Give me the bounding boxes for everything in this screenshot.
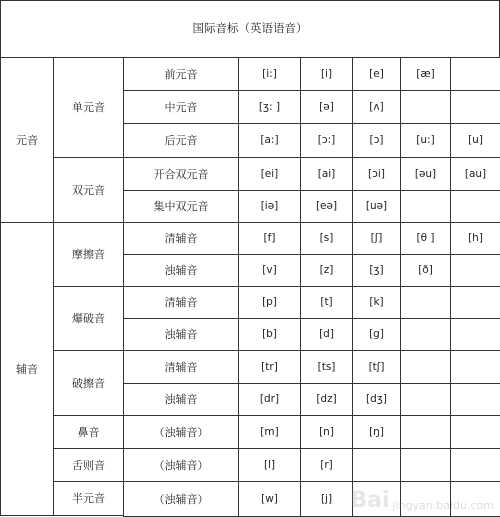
ipa-symbol: [e] xyxy=(352,57,401,91)
row-label: 清辅音 xyxy=(123,350,239,384)
watermark-text: jingyan.baidu.com xyxy=(392,499,494,512)
ipa-symbol: [dr] xyxy=(238,383,301,416)
row-label: 集中双元音 xyxy=(123,190,239,223)
ipa-symbol: [t] xyxy=(300,286,353,319)
row-label: （浊辅音） xyxy=(123,448,239,482)
group-plosives: 爆破音 xyxy=(53,286,124,351)
empty-cell xyxy=(400,448,451,482)
group-laterals: 舌则音 xyxy=(53,448,124,482)
section-vowels: 元音 xyxy=(0,57,54,223)
row-label: 浊辅音 xyxy=(123,318,239,351)
watermark xyxy=(350,490,494,512)
ipa-symbol: [ʒ] xyxy=(352,254,401,287)
empty-cell xyxy=(450,448,500,482)
ipa-symbol: [k] xyxy=(352,286,401,319)
ipa-symbol: [dʒ] xyxy=(352,383,401,416)
ipa-symbol: [m] xyxy=(238,415,301,449)
ipa-symbol: [s] xyxy=(300,222,353,255)
ipa-symbol: [tr] xyxy=(238,350,301,384)
ipa-symbol: [ŋ] xyxy=(352,415,401,449)
empty-cell xyxy=(450,190,500,223)
ipa-symbol: [n] xyxy=(300,415,353,449)
empty-cell xyxy=(450,383,500,416)
group-diphthongs: 双元音 xyxy=(53,157,124,223)
ipa-symbol: [j] xyxy=(300,481,353,517)
ipa-symbol: [ʒ: ] xyxy=(238,90,301,124)
group-affricates: 破擦音 xyxy=(53,350,124,416)
ipa-symbol: [l] xyxy=(238,448,301,482)
row-label: 浊辅音 xyxy=(123,383,239,416)
ipa-symbol: [u:] xyxy=(400,123,451,158)
row-label: （浊辅音） xyxy=(123,415,239,449)
empty-cell xyxy=(400,350,451,384)
ipa-symbol: [au] xyxy=(450,157,500,191)
ipa-symbol: [p] xyxy=(238,286,301,319)
ipa-symbol: [ei] xyxy=(238,157,301,191)
baidu-paw-logo: Bai xyxy=(350,488,390,513)
empty-cell xyxy=(450,415,500,449)
row-label: 前元音 xyxy=(123,57,239,91)
ipa-symbol: [æ] xyxy=(400,57,451,91)
empty-cell xyxy=(450,318,500,351)
ipa-symbol: [d] xyxy=(300,318,353,351)
empty-cell xyxy=(352,448,401,482)
ipa-symbol: [b] xyxy=(238,318,301,351)
empty-cell xyxy=(450,90,500,124)
empty-cell xyxy=(450,57,500,91)
ipa-symbol: [r] xyxy=(300,448,353,482)
ipa-symbol: [h] xyxy=(450,222,500,255)
ipa-symbol: [ɔ:] xyxy=(300,123,353,158)
section-consonants: 辅音 xyxy=(0,222,54,516)
row-label: 后元音 xyxy=(123,123,239,158)
group-monophthongs: 单元音 xyxy=(53,57,124,158)
ipa-symbol: [f] xyxy=(238,222,301,255)
group-nasals: 鼻音 xyxy=(53,415,124,449)
group-semivowels: 半元音 xyxy=(53,481,124,516)
ipa-symbol: [v] xyxy=(238,254,301,287)
ipa-symbol: [z] xyxy=(300,254,353,287)
ipa-symbol: [a:] xyxy=(238,123,301,158)
ipa-symbol: [ð] xyxy=(400,254,451,287)
ipa-symbol: [ai] xyxy=(300,157,353,191)
empty-cell xyxy=(400,90,451,124)
ipa-symbol: [uə] xyxy=(352,190,401,223)
ipa-symbol: [w] xyxy=(238,481,301,517)
ipa-symbol: [ʃ] xyxy=(352,222,401,255)
row-label: 中元音 xyxy=(123,90,239,124)
row-label: 开合双元音 xyxy=(123,157,239,191)
row-label: 清辅音 xyxy=(123,222,239,255)
ipa-symbol: [ʌ] xyxy=(352,90,401,124)
empty-cell xyxy=(400,415,451,449)
ipa-symbol: [g] xyxy=(352,318,401,351)
ipa-symbol: [tʃ] xyxy=(352,350,401,384)
ipa-symbol: [əu] xyxy=(400,157,451,191)
ipa-symbol: [i] xyxy=(300,57,353,91)
group-fricatives: 摩擦音 xyxy=(53,222,124,287)
empty-cell xyxy=(400,190,451,223)
empty-cell xyxy=(400,318,451,351)
row-label: （浊辅音） xyxy=(123,481,239,517)
ipa-symbol: [θ ] xyxy=(400,222,451,255)
ipa-symbol: [ts] xyxy=(300,350,353,384)
ipa-symbol: [u] xyxy=(450,123,500,158)
ipa-symbol: [ə] xyxy=(300,90,353,124)
row-label: 浊辅音 xyxy=(123,254,239,287)
empty-cell xyxy=(450,350,500,384)
ipa-symbol: [ɔi] xyxy=(352,157,401,191)
ipa-symbol: [eə] xyxy=(300,190,353,223)
empty-cell xyxy=(400,383,451,416)
empty-cell xyxy=(400,286,451,319)
ipa-symbol: [ɔ] xyxy=(352,123,401,158)
empty-cell xyxy=(450,286,500,319)
ipa-symbol: [iə] xyxy=(238,190,301,223)
ipa-symbol: [dz] xyxy=(300,383,353,416)
ipa-symbol: [i:] xyxy=(238,57,301,91)
chart-title: 国际音标（英语语音） xyxy=(0,0,500,58)
row-label: 清辅音 xyxy=(123,286,239,319)
empty-cell xyxy=(450,254,500,287)
